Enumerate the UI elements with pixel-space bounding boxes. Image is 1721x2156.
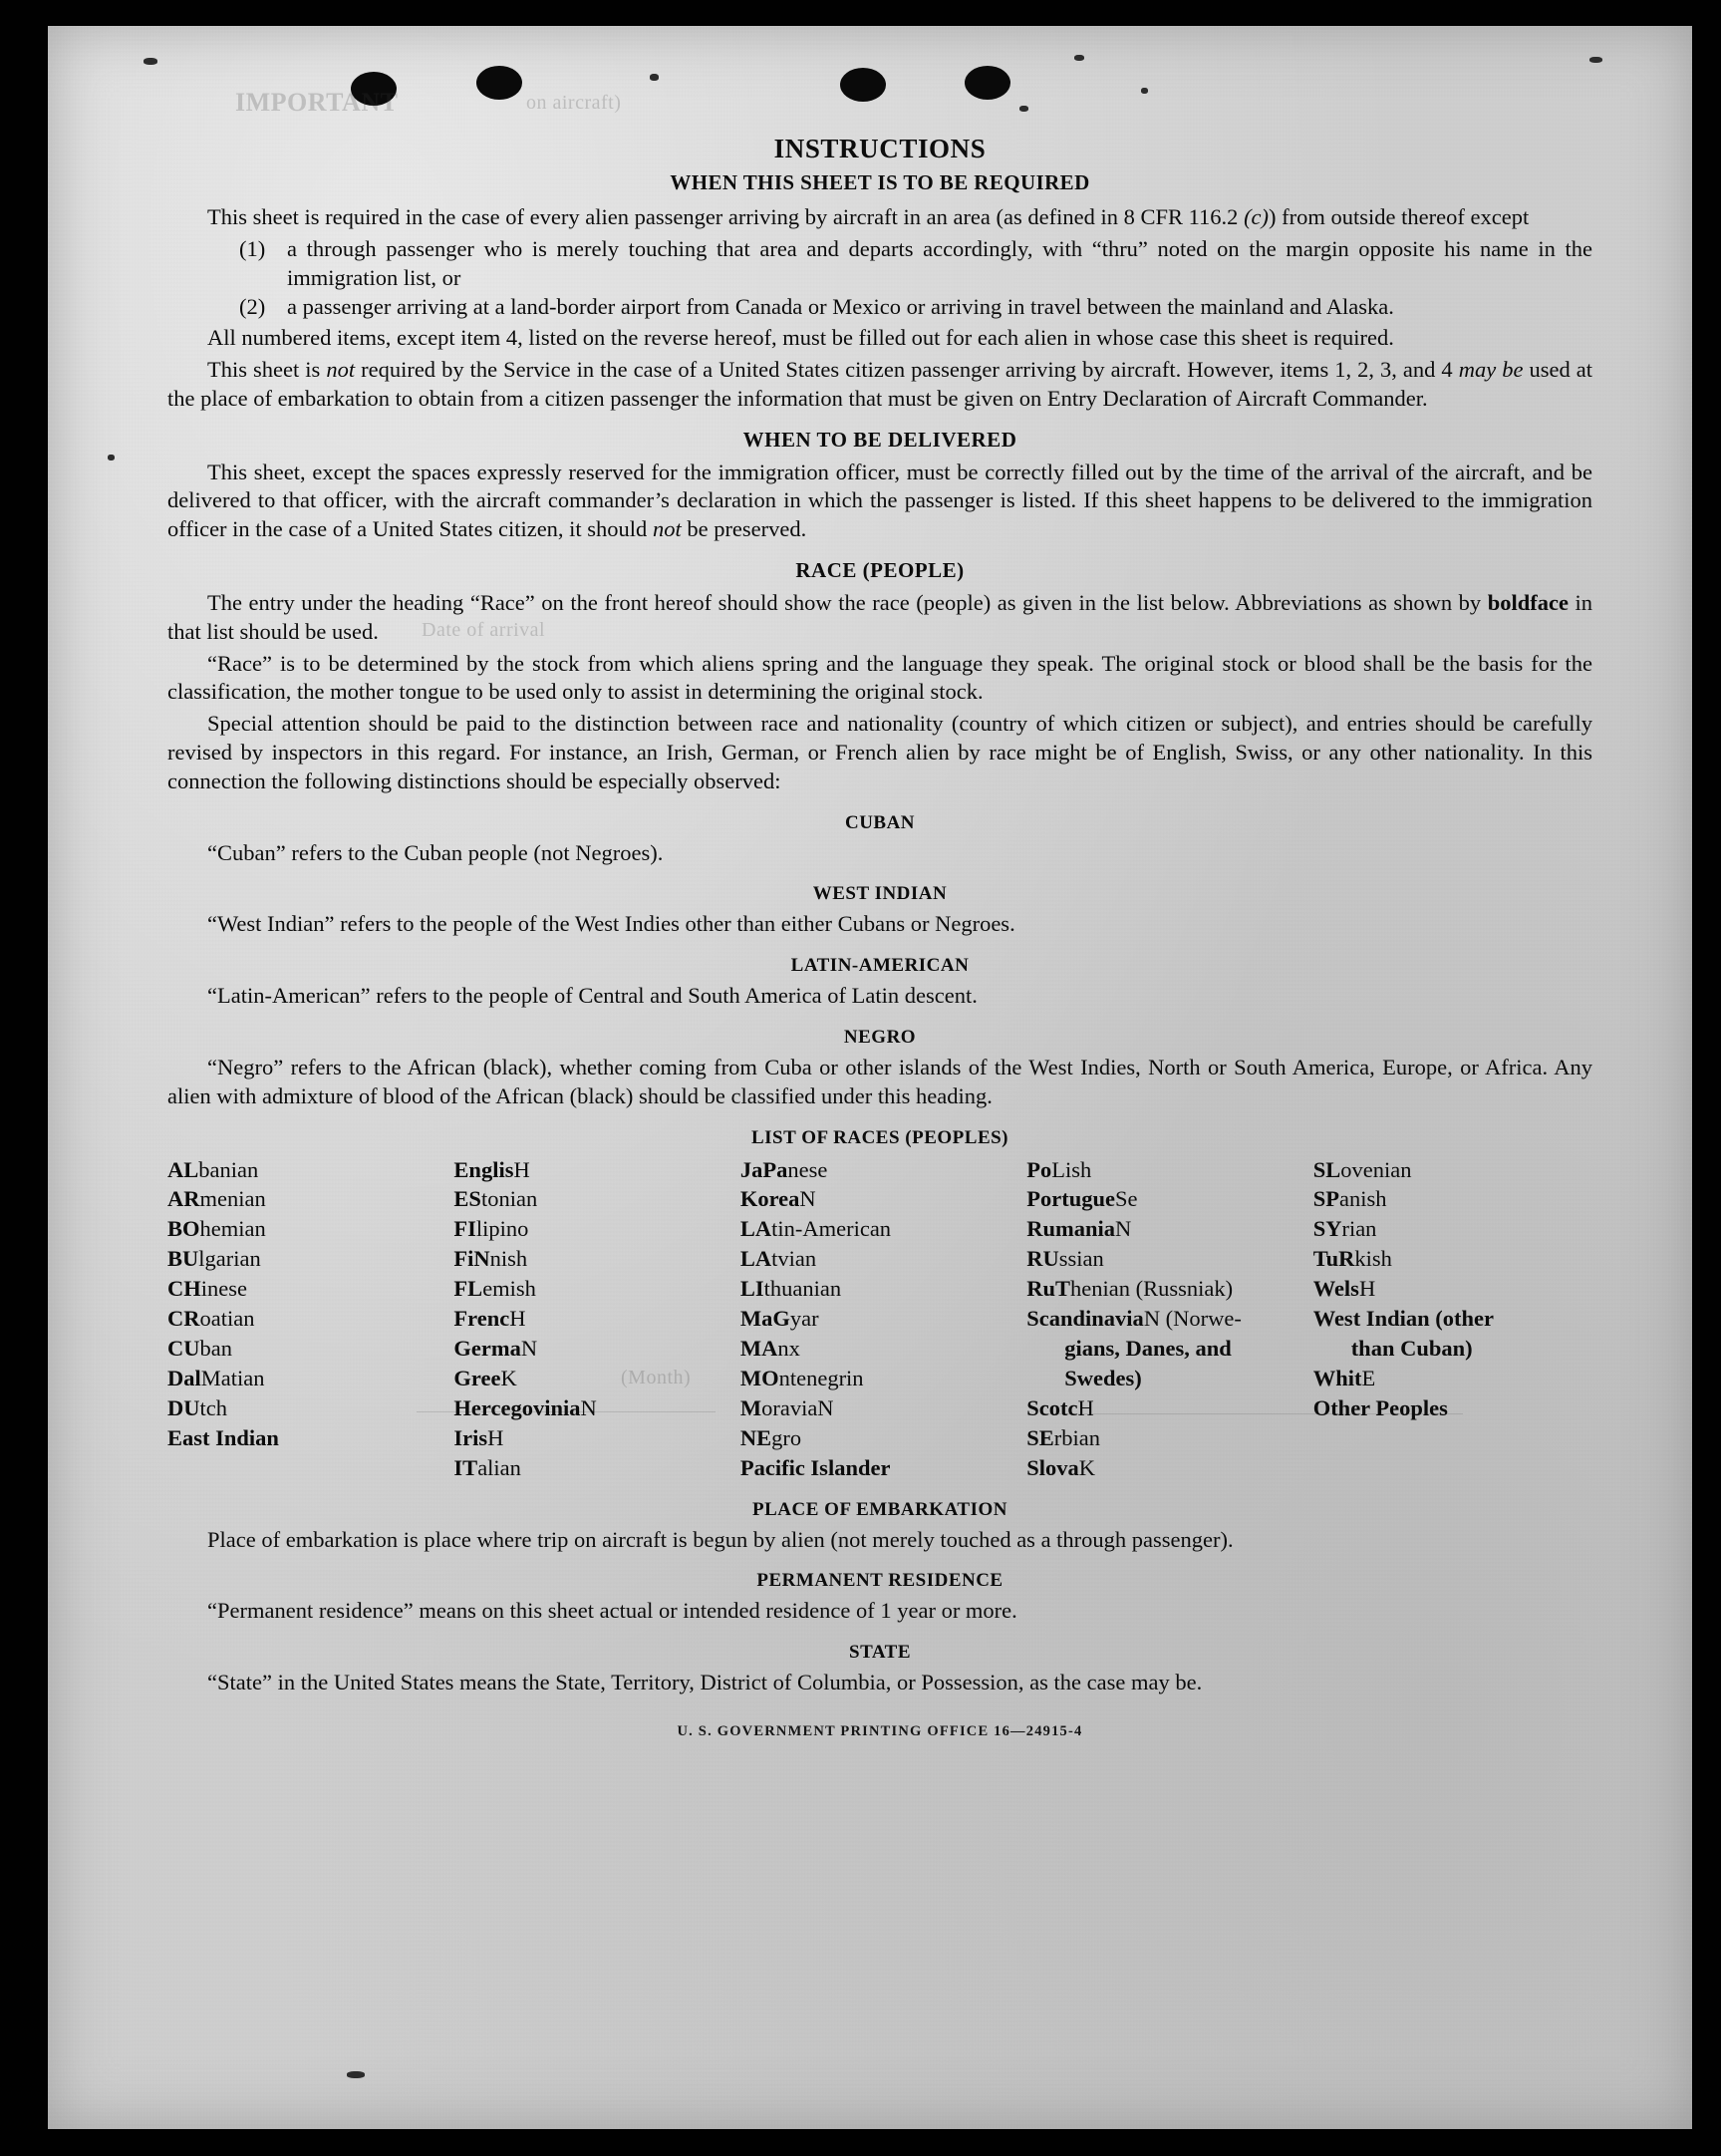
heading-negro: NEGRO: [843, 1026, 917, 1048]
delivery-text-a: This sheet, except the spaces expressly reserved for the immigration officer, must be correctly filled out by the time of the arrival of the aircraft, and be delivered to that officer, with the aircraft commander’s declaration in which the passenger is listed. If this sheet happens to be delivered to the immigration officer in the case of a United States citizen, it should: [167, 459, 1592, 542]
race-entry: PortugueSe: [1026, 1186, 1138, 1212]
race-entry: FrencH: [453, 1306, 526, 1332]
heading-cuban: CUBAN: [844, 811, 916, 833]
heading-when-to-be-delivered: WHEN TO BE DELIVERED: [742, 427, 1017, 452]
race-entry: SLovenian: [1312, 1156, 1412, 1182]
race-entry: JaPanese: [739, 1156, 828, 1182]
race-entry: GermaN: [453, 1336, 538, 1362]
race-entry: BOhemian: [167, 1216, 266, 1242]
race-paragraph-3: Special attention should be paid to the distinction between race and nationality (country of which citizen or subject), and entries should be carefully revised by inspectors in this regard. For instance, an Irish, German, or French alien by race might be of English, Swiss, or any other nationality. In this connection the following distinctions should be especially observed:: [167, 711, 1592, 793]
citizen-text-c: used at the place of embarkation to obtain from a citizen passenger the information that must be given on Entry Declaration of Aircraft Commander.: [167, 356, 1592, 411]
list-item-text: a through passenger who is merely touching that area and departs accordingly, with “thru” noted on the margin opposite his name in the immigration list, or: [287, 235, 1592, 290]
heading-place-of-embarkation: PLACE OF EMBARKATION: [752, 1498, 1007, 1520]
punch-hole: [476, 66, 522, 100]
race-paragraph-2: “Race” is to be determined by the stock from which aliens spring and the language they speak. The original stock or blood shall be the basis for the classification, the mother tongue to be used only to assist in determining the original stock.: [167, 650, 1592, 705]
citizen-italic-maybe: may be: [1458, 356, 1524, 382]
race-entry: ARmenian: [167, 1186, 266, 1212]
scan-speck: [1074, 55, 1084, 61]
heading-west-indian: WEST INDIAN: [812, 883, 948, 905]
req-text-a: This sheet is required in the case of every alien passenger arriving by aircraft in an area (as defined in 8 CFR 116.2: [207, 204, 1245, 229]
race-text-a: The entry under the heading “Race” on the front hereof should show the race (people) as given in the list below. Abbreviations as shown by: [207, 589, 1488, 615]
heading-race-people: RACE (PEOPLE): [795, 557, 965, 582]
race-entry: MaGyar: [739, 1306, 819, 1332]
heading-permanent-residence: PERMANENT RESIDENCE: [756, 1570, 1004, 1592]
punch-hole: [351, 72, 397, 106]
scan-speck: [650, 74, 659, 81]
race-entry: GreeK: [453, 1365, 517, 1390]
heading-state: STATE: [849, 1642, 911, 1664]
race-entry: FLemish: [453, 1276, 536, 1302]
race-entry: LAtvian: [739, 1246, 817, 1272]
citizen-italic-not: not: [326, 356, 356, 382]
list-item: [167, 293, 1592, 322]
race-entry: WhitE: [1312, 1365, 1376, 1390]
citizen-text-b: required by the Service in the case of a United States citizen passenger arriving by aircraft. However, items 1, 2, 3, and 4: [355, 356, 1459, 382]
section-subtitle: WHEN THIS SHEET IS TO BE REQUIRED: [670, 170, 1090, 194]
race-entry: SErbian: [1026, 1424, 1101, 1450]
scan-speck: [1589, 57, 1602, 63]
bleedthrough-header: IMPORTANT: [235, 88, 399, 117]
race-text-b: in that list should be used.: [167, 589, 1592, 644]
race-entry: RumaniaN: [1026, 1216, 1132, 1242]
definition-negro: “Negro” refers to the African (black), whether coming from Cuba or other islands of the West Indies, North or South America, Europe, or Africa. Any alien with admixture of blood of the African (black) should be classified under this heading.: [167, 1054, 1592, 1108]
bleedthrough-line2: (Month): [621, 1367, 692, 1388]
scan-speck: [1019, 106, 1028, 112]
printing-office-imprint: U. S. GOVERNMENT PRINTING OFFICE 16—24915-4: [677, 1723, 1083, 1740]
race-entry: LAtin-American: [739, 1216, 892, 1242]
race-entry: FIlipino: [453, 1216, 529, 1242]
race-entry: gians, Danes, and: [1064, 1336, 1232, 1362]
race-entry: EnglisH: [453, 1156, 530, 1182]
state-paragraph: “State” in the United States means the State, Territory, District of Columbia, or Possession, as the case may be.: [207, 1670, 1203, 1695]
race-entry: EStonian: [453, 1186, 538, 1212]
requirement-paragraph: [167, 203, 1592, 232]
definition-cuban: “Cuban” refers to the Cuban people (not Negroes).: [207, 839, 664, 865]
req-text-italic: (c): [1244, 204, 1270, 229]
scan-speck: [108, 455, 115, 461]
document-body: [167, 134, 1592, 1740]
races-column: [453, 1155, 732, 1483]
delivery-paragraph: [167, 459, 1592, 544]
race-entry: ITalian: [453, 1454, 521, 1480]
race-entry: Pacific Islander: [739, 1454, 891, 1480]
race-entry: MoraviaN: [739, 1394, 834, 1420]
scan-speck: [347, 2071, 365, 2078]
bleedthrough-line1: Date of arrival: [422, 619, 546, 641]
race-paragraph-1: [167, 589, 1592, 647]
definition-west-indian: “West Indian” refers to the people of the West Indies other than either Cubans or Negroes.: [207, 911, 1015, 937]
race-entry: PoLish: [1026, 1156, 1092, 1182]
list-item-number: (1): [239, 235, 266, 261]
list-item-text: a passenger arriving at a land-border airport from Canada or Mexico or arriving in travel between the mainland and Alaska.: [287, 294, 1394, 320]
heading-latin-american: LATIN-AMERICAN: [790, 955, 970, 977]
race-entry: SYrian: [1312, 1216, 1377, 1242]
list-item-number: (2): [239, 294, 266, 320]
race-entry: RuThenian (Russniak): [1026, 1276, 1234, 1302]
races-column: [1026, 1155, 1305, 1483]
residence-paragraph: “Permanent residence” means on this sheet actual or intended residence of 1 year or more.: [207, 1598, 1017, 1624]
definition-latin-american: “Latin-American” refers to the people of Central and South America of Latin descent.: [207, 983, 978, 1009]
race-entry: HercegoviniaN: [453, 1394, 597, 1420]
race-entry: DUtch: [167, 1394, 227, 1420]
citizen-paragraph: [167, 356, 1592, 414]
race-entry: KoreaN: [739, 1186, 816, 1212]
page-title: INSTRUCTIONS: [773, 134, 987, 163]
race-entry: CUban: [167, 1336, 232, 1362]
race-entry: West Indian (other: [1312, 1306, 1494, 1332]
race-entry: Swedes): [1064, 1365, 1142, 1390]
list-item: [167, 235, 1592, 293]
race-entry: ScotcH: [1026, 1394, 1094, 1420]
race-entry: BUlgarian: [167, 1246, 261, 1272]
race-entry: DalMatian: [167, 1365, 265, 1390]
races-column: [740, 1155, 1019, 1483]
scan-speck: [1141, 88, 1148, 94]
race-entry: East Indian: [167, 1424, 279, 1450]
race-entry: IrisH: [453, 1424, 504, 1450]
race-entry: NEgro: [739, 1424, 802, 1450]
punch-hole: [965, 66, 1010, 100]
embarkation-paragraph: Place of embarkation is place where trip on aircraft is begun by alien (not merely touched as a through passenger).: [207, 1526, 1234, 1552]
race-entry: than Cuban): [1350, 1336, 1473, 1362]
race-entry: WelsH: [1312, 1276, 1376, 1302]
race-entry: LIthuanian: [739, 1276, 842, 1302]
race-entry: SlovaK: [1026, 1454, 1096, 1480]
race-entry: CRoatian: [167, 1306, 255, 1332]
delivery-text-b: be preserved.: [681, 516, 807, 542]
heading-list-of-races: LIST OF RACES (PEOPLES): [750, 1126, 1009, 1148]
race-entry: TuRkish: [1312, 1246, 1392, 1272]
races-column: [167, 1155, 446, 1483]
race-entry: MAnx: [739, 1336, 800, 1362]
races-list: [167, 1155, 1592, 1483]
race-entry: Other Peoples: [1312, 1394, 1448, 1420]
punch-hole: [840, 68, 886, 102]
numbered-items-paragraph: All numbered items, except item 4, listed on the reverse hereof, must be filled out for each alien in whose case this sheet is required.: [207, 325, 1394, 351]
delivery-italic-not: not: [652, 516, 682, 542]
race-entry: MOntenegrin: [739, 1365, 864, 1390]
races-column: [1313, 1155, 1592, 1483]
race-entry: ScandinaviaN (Norwe-: [1026, 1306, 1242, 1332]
req-text-b: ) from outside thereof except: [1269, 204, 1530, 229]
race-entry: SPanish: [1312, 1186, 1387, 1212]
race-entry: FiNnish: [453, 1246, 528, 1272]
citizen-text-a: This sheet is: [207, 356, 327, 382]
bleedthrough-header-suffix: on aircraft): [526, 92, 622, 114]
race-entry: RUssian: [1026, 1246, 1104, 1272]
scan-speck: [143, 58, 157, 65]
race-text-boldface: boldface: [1487, 589, 1569, 615]
exception-list: [167, 235, 1592, 322]
document-page: [48, 26, 1692, 2129]
race-entry: ALbanian: [167, 1156, 259, 1182]
race-entry: CHinese: [167, 1276, 247, 1302]
